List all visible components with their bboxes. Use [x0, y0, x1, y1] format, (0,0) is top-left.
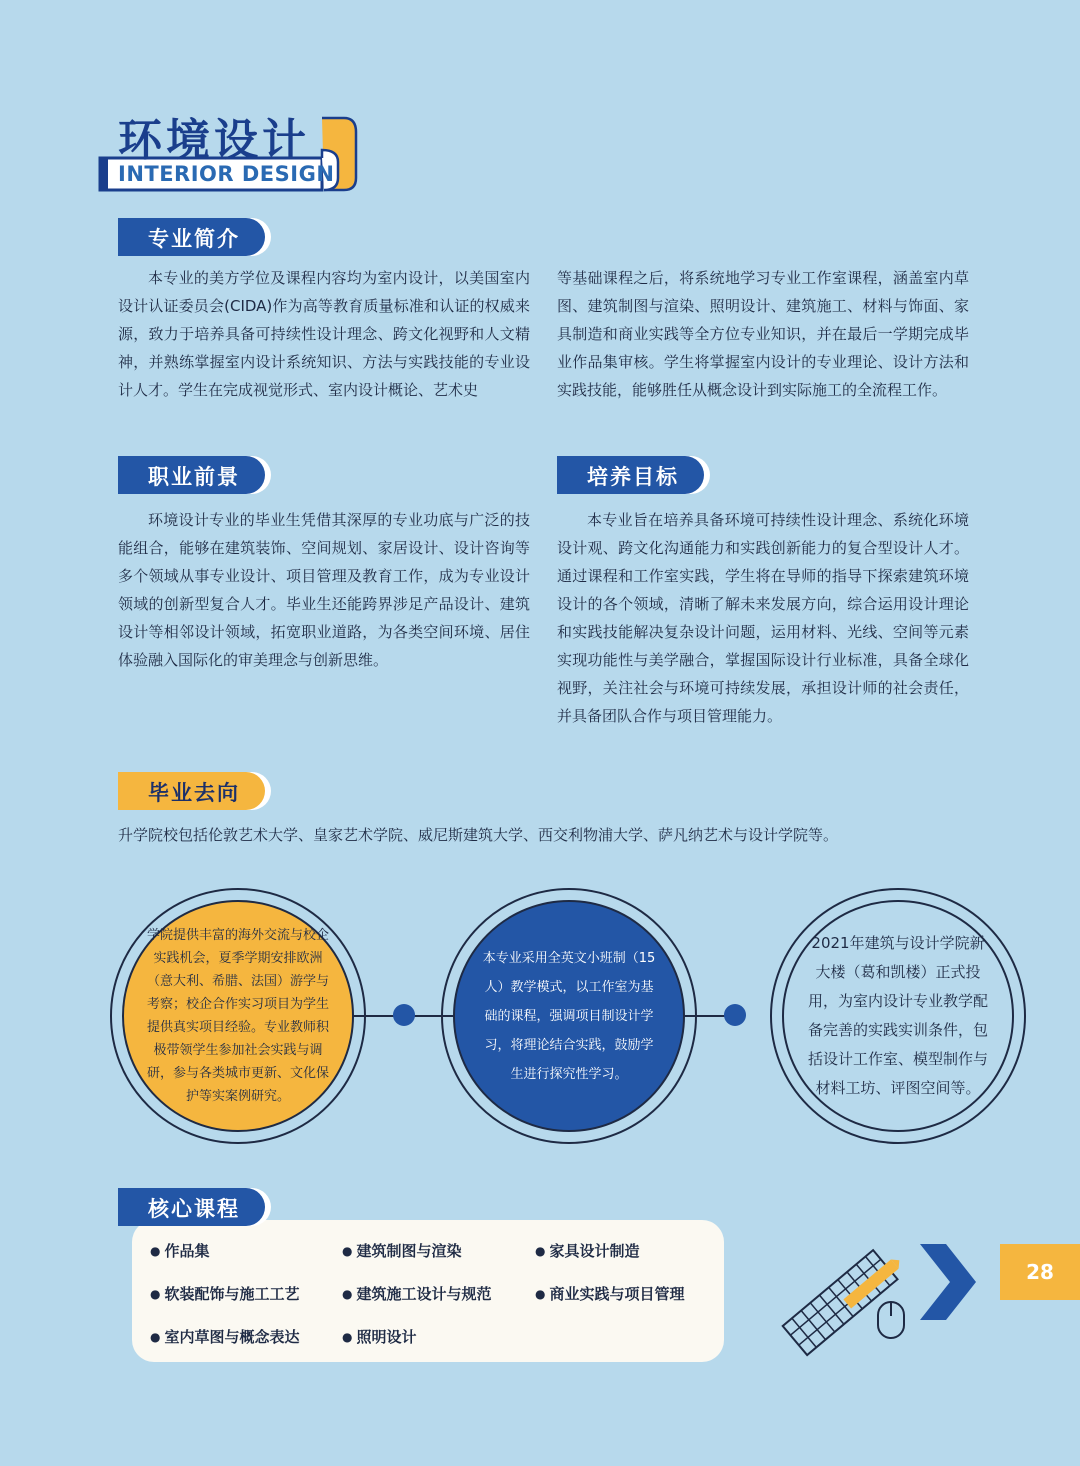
feature-text-exchange: 学院提供丰富的海外交流与校企实践机会，夏季学期安排欧洲（意大利、希腊、法国）游学与考察；校企合作实习项目为学生提供真实项目经验。专业教师积极带领学生参加社会实践与调研，参与各类城市更新、文化保护等实案例研究。	[146, 928, 329, 1104]
section-tag-courses	[118, 1188, 278, 1226]
destination-text: 升学院校包括伦敦艺术大学、皇家艺术学院、威尼斯建筑大学、西交利物浦大学、萨凡纳艺术与设计学院等。	[118, 826, 839, 844]
connector-dot-right	[724, 1004, 746, 1026]
section-tag-destination	[118, 772, 278, 810]
course-item: ● 家具设计制造	[535, 1240, 640, 1261]
course-item: ● 照明设计	[342, 1326, 417, 1347]
mouse-icon	[874, 1298, 908, 1342]
section-label-career: 职业前景	[148, 465, 240, 489]
section-tag-intro	[118, 218, 278, 256]
feature-circle-facility	[770, 888, 1026, 1144]
section-label-destination: 毕业去向	[148, 781, 240, 805]
course-item: ● 建筑制图与渲染	[342, 1240, 462, 1261]
page-number: 28	[1000, 1244, 1080, 1300]
course-item: ● 软装配饰与施工工艺	[150, 1283, 300, 1304]
course-item: ● 建筑施工设计与规范	[342, 1283, 492, 1304]
chevron-right-icon	[918, 1242, 978, 1322]
career-text: 环境设计专业的毕业生凭借其深厚的专业功底与广泛的技能组合，能够在建筑装饰、空间规划、家居设计、设计咨询等多个领域从事专业设计、项目管理及教育工作，成为专业设计领域的创新型复合人才。毕业生还能跨界涉足产品设计、建筑设计等相邻设计领域，拓宽职业道路，为各类空间环境、居住体验融入国际化的审美理念与创新思维。	[118, 511, 530, 669]
intro-text-right: 等基础课程之后，将系统地学习专业工作室课程，涵盖室内草图、建筑制图与渲染、照明设计、建筑施工、材料与饰面、家具制造和商业实践等全方位专业知识，并在最后一学期完成毕业作品集审核。学生将掌握室内设计的专业理论、设计方法和实践技能，能够胜任从概念设计到实际施工的全流程工作。	[557, 269, 969, 399]
feature-text-teaching: 本专业采用全英文小班制（15人）教学模式，以工作室为基础的课程，强调项目制设计学习，将理论结合实践，鼓励学生进行探究性学习。	[482, 950, 656, 1082]
feature-text-facility: 2021年建筑与设计学院新大楼（葛和凯楼）正式投用，为室内设计专业教学配备完善的实践实训条件，包括设计工作室、模型制作与材料工坊、评图空间等。	[807, 934, 988, 1097]
course-item: ● 商业实践与项目管理	[535, 1283, 685, 1304]
page-title: 环境设计	[118, 115, 310, 166]
section-label-courses: 核心课程	[148, 1197, 240, 1221]
feature-circle-exchange	[110, 888, 366, 1144]
section-label-intro: 专业简介	[148, 227, 240, 251]
goals-text: 本专业旨在培养具备环境可持续性设计理念、系统化环境设计观、跨文化沟通能力和实践创新能力的复合型设计人才。通过课程和工作室实践，学生将在导师的指导下探索建筑环境设计的各个领域，清晰了解未来发展方向，综合运用设计理论和实践技能解决复杂设计问题，运用材料、光线、空间等元素实现功能性与美学融合，掌握国际设计行业标准，具备全球化视野，关注社会与环境可持续发展，承担设计师的社会责任，并具备团队合作与项目管理能力。	[557, 511, 969, 725]
course-item: ● 室内草图与概念表达	[150, 1326, 300, 1347]
page-subtitle: INTERIOR DESIGN	[118, 162, 335, 186]
section-tag-goals	[557, 456, 717, 494]
intro-text-left: 本专业的美方学位及课程内容均为室内设计，以美国室内设计认证委员会(CIDA)作为高等教育质量标准和认证的权威来源，致力于培养具备可持续性设计理念、跨文化视野和人文精神，并熟练掌握室内设计系统知识、方法与实践技能的专业设计人才。学生在完成视觉形式、室内设计概论、艺术史	[118, 269, 530, 399]
section-label-goals: 培养目标	[587, 465, 679, 489]
connector-dot-left	[393, 1004, 415, 1026]
section-tag-career	[118, 456, 278, 494]
feature-circle-teaching	[441, 888, 697, 1144]
course-item: ● 作品集	[150, 1240, 210, 1261]
